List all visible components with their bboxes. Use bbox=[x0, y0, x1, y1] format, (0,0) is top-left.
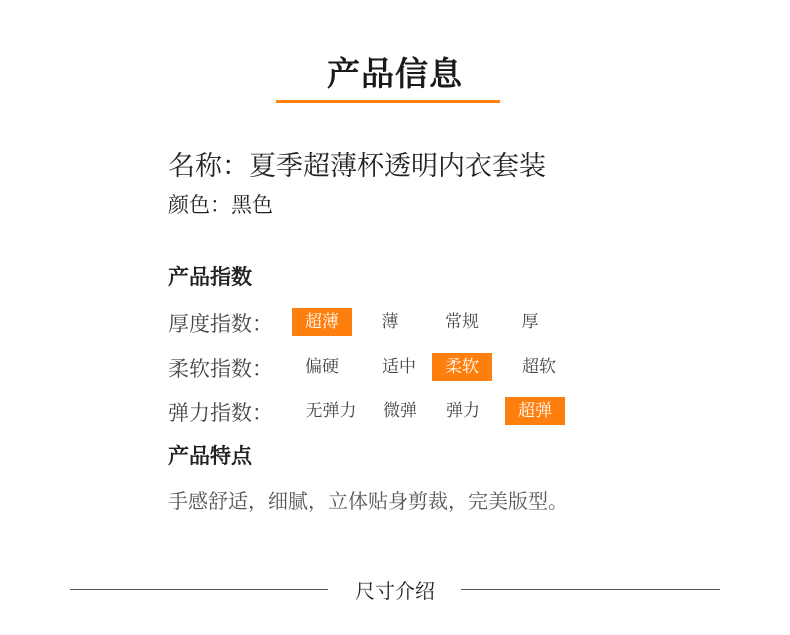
features-text: 手感舒适，细腻，立体贴身剪裁，完美版型。 bbox=[168, 489, 568, 513]
product-name: 名称：夏季超薄杯透明内衣套装 bbox=[168, 151, 546, 182]
page-title: 产品信息 bbox=[327, 54, 463, 93]
divider-right bbox=[461, 589, 720, 590]
divider-left bbox=[70, 589, 328, 590]
elasticity-label: 弹力指数： bbox=[168, 401, 273, 425]
features-heading: 产品特点 bbox=[168, 444, 252, 468]
elasticity-option-2: 微弹 bbox=[383, 401, 417, 421]
thickness-option-1: 超薄 bbox=[292, 308, 352, 336]
softness-option-1: 偏硬 bbox=[305, 357, 339, 377]
title-underline bbox=[276, 100, 500, 103]
size-section-title: 尺寸介绍 bbox=[355, 579, 435, 603]
softness-label: 柔软指数： bbox=[168, 357, 273, 381]
elasticity-option-4: 超弹 bbox=[505, 397, 565, 425]
index-heading: 产品指数 bbox=[168, 265, 252, 289]
thickness-option-2: 薄 bbox=[381, 312, 399, 332]
thickness-option-4: 厚 bbox=[521, 312, 539, 332]
softness-option-3: 柔软 bbox=[432, 353, 492, 381]
thickness-label: 厚度指数： bbox=[168, 312, 273, 336]
elasticity-option-1: 无弹力 bbox=[305, 401, 357, 421]
thickness-option-3: 常规 bbox=[445, 312, 479, 332]
elasticity-option-3: 弹力 bbox=[446, 401, 480, 421]
softness-option-4: 超软 bbox=[522, 357, 556, 377]
softness-option-2: 适中 bbox=[382, 357, 416, 377]
product-color: 颜色：黑色 bbox=[168, 193, 273, 217]
